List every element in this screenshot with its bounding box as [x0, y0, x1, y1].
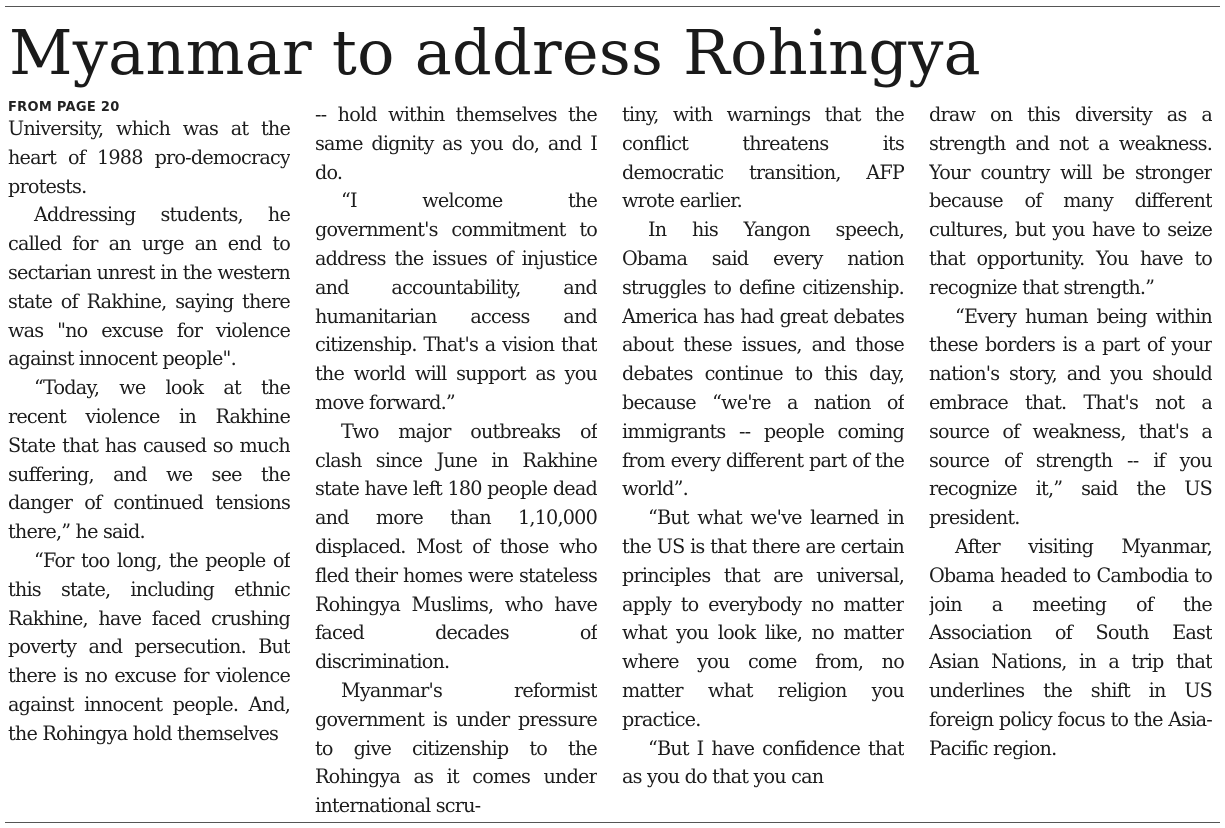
- paragraph: draw on this diversity as a strength and not a weakness. Your country will be stronger because of many different cultures, but you have to seize that opportunity. You have to recognize that strength.”: [929, 103, 1212, 299]
- paragraph: After visiting Myanmar, Obama headed to Cambodia to join a meeting of the Association of South East Asian Nations, in a trip that underlines the shift in US foreign policy focus to the Asia-Pacific region.: [929, 534, 1212, 760]
- paragraph: Myanmar's reformist government is under pressure to give citizenship to the Rohingya as it comes under international scru-: [315, 678, 597, 818]
- article-column-1: [8, 101, 290, 821]
- paragraph: “But what we've learned in the US is that there are certain principles that are universal, apply to everybody no matter what you look like, no matter where you come from, no matter what religion you practice.: [622, 506, 904, 731]
- article-column-2: [315, 101, 597, 821]
- paragraph: “Every human being within these borders is a part of your nation's story, and you should embrace that. That's not a source of weakness, that's a source of strength -- if you recognize it,” said the US president.: [929, 304, 1212, 530]
- paragraph: In his Yangon speech, Obama said every nation struggles to define citizenship. America has had great debates about these issues, and those debates continue to this day, because “we're a nation of immigrants -- people coming from every different part of the world”.: [622, 218, 904, 501]
- bottom-rule: [5, 822, 1220, 823]
- paragraph: Addressing students, he called for an urge an end to sectarian unrest in the western state of Rakhine, saying there was "no excuse for violence against innocent people".: [8, 203, 290, 371]
- paragraph: “Today, we look at the recent violence in Rakhine State that has caused so much suffering, and we see the danger of continued tensions there,” he said.: [8, 376, 290, 544]
- paragraph: Two major outbreaks of clash since June in Rakhine state have left 180 people dead and more than 1,10,000 displaced. Most of those who fled their homes were stateless Rohingya Muslims, who have faced decades of discrimination.: [315, 419, 597, 674]
- article-column-3: [622, 101, 904, 821]
- paragraph: “For too long, the people of this state, including ethnic Rakhine, have faced crushing poverty and persecution. But there is no excuse for violence against innocent people. And, the Rohingya hold themselves: [8, 548, 290, 745]
- article-column-4: [929, 101, 1212, 821]
- continued-from-kicker: FROM PAGE 20: [8, 101, 120, 115]
- headline: Myanmar to address Rohingya: [9, 16, 981, 89]
- paragraph: “But I have confidence that as you do that you can: [622, 736, 904, 789]
- paragraph: University, which was at the heart of 1988 pro-democracy protests.: [8, 117, 290, 198]
- top-rule: [5, 6, 1220, 7]
- paragraph: -- hold within themselves the same dignity as you do, and I do.: [315, 103, 597, 184]
- paragraph: tiny, with warnings that the conflict threatens its democratic transition, AFP wrote earlier.: [622, 103, 904, 213]
- paragraph: “I welcome the government's commitment to address the issues of injustice and accountability, and humanitarian access and citizenship. That's a vision that the world will support as you move forward.”: [315, 189, 597, 414]
